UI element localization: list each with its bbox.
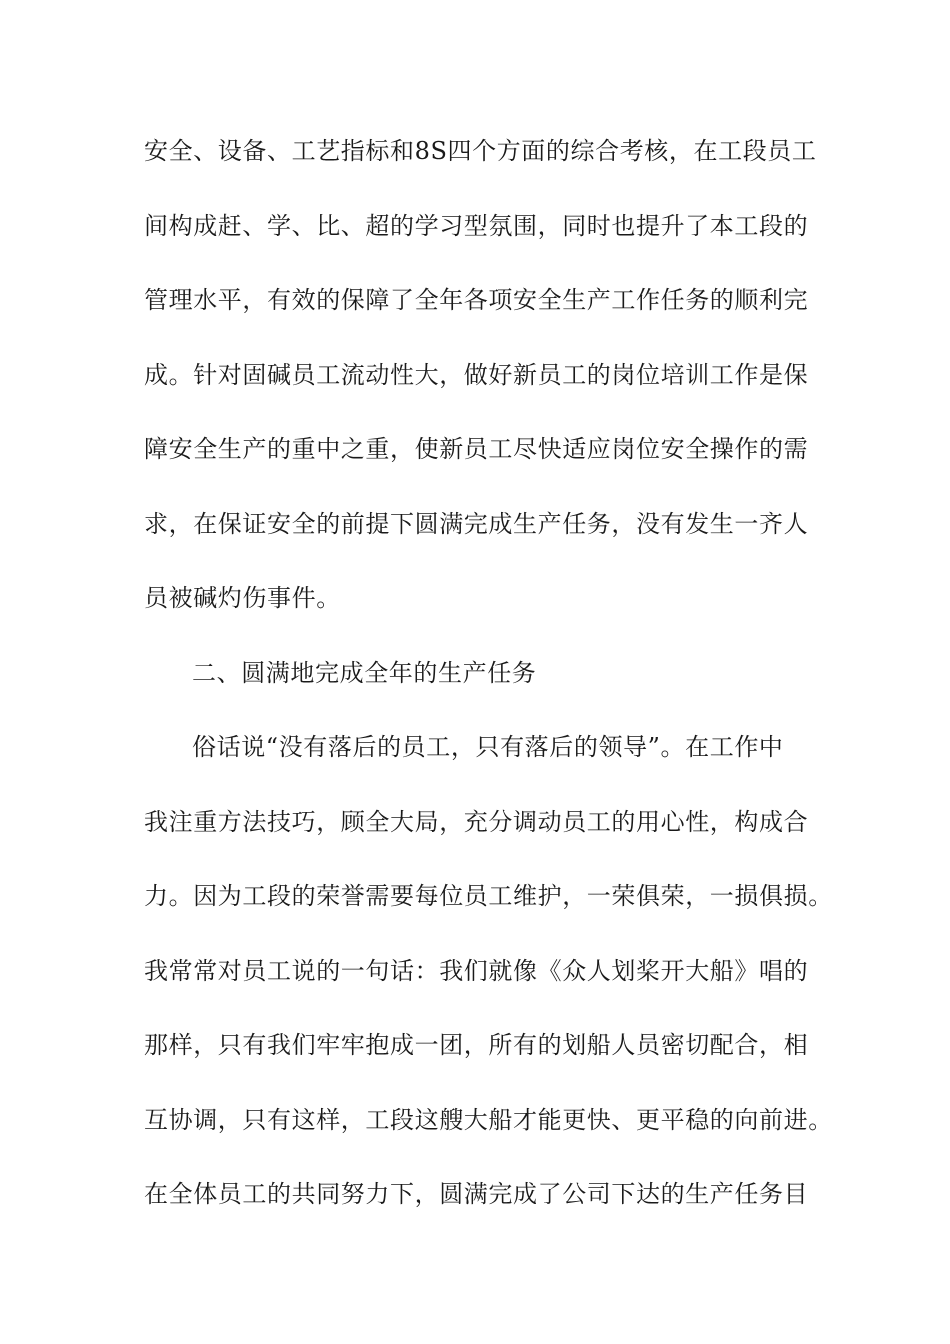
document-body <box>144 129 844 1247</box>
text-line: 俗话说“没有落后的员工，只有落后的领导”。在工作中 <box>192 733 784 761</box>
text-line: 互协调，只有这样，工段这艘大船才能更快、更平稳的向前进。 <box>144 1105 833 1134</box>
text-line: 求，在保证安全的前提下圆满完成生产任务，没有发生一齐人 <box>144 509 809 538</box>
text-line: 员被碱灼伤事件。 <box>144 584 341 612</box>
text-line: 我常常对员工说的一句话：我们就像《众人划桨开大船》唱的 <box>144 956 809 985</box>
text-line: 力。因为工段的荣誉需要每位员工维护，一荣俱荣，一损俱损。 <box>144 882 833 910</box>
text-line: 我注重方法技巧，顾全大局，充分调动员工的用心性，构成合 <box>144 807 809 836</box>
text-line: 间构成赶、学、比、超的学习型氛围，同时也提升了本工段的 <box>144 211 809 240</box>
text-line: 那样，只有我们牢牢抱成一团，所有的划船人员密切配合，相 <box>144 1031 809 1059</box>
section-heading: 二、圆满地完成全年的生产任务 <box>192 658 537 687</box>
text-line: 安全、设备、工艺指标和8S四个方面的综合考核，在工段员工 <box>144 137 817 165</box>
text-line: 障安全生产的重中之重，使新员工尽快适应岗位安全操作的需 <box>144 435 809 463</box>
text-line: 管理水平，有效的保障了全年各项安全生产工作任务的顺利完 <box>144 286 809 314</box>
text-line: 在全体员工的共同努力下，圆满完成了公司下达的生产任务目 <box>144 1180 809 1208</box>
text-line: 成。针对固碱员工流动性大，做好新员工的岗位培训工作是保 <box>144 360 809 389</box>
